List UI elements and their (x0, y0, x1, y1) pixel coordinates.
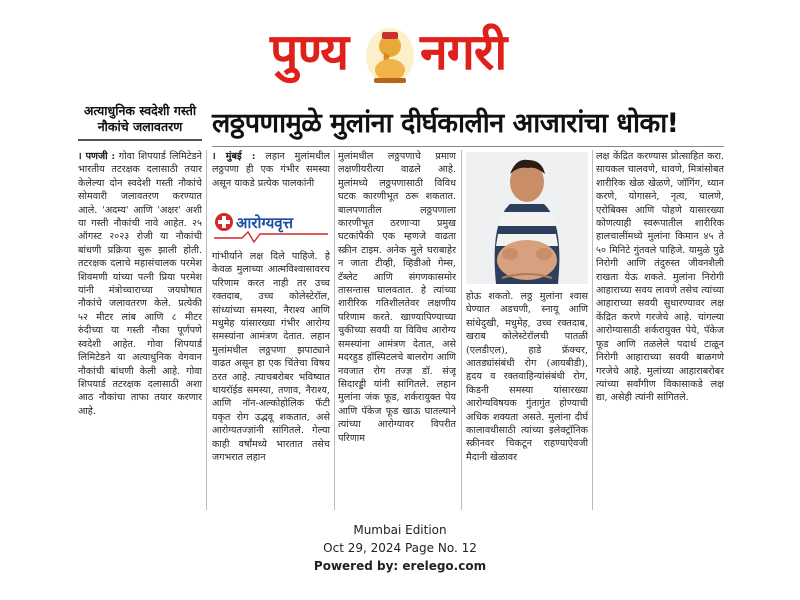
main-col2-text: मुलांमधील लठ्ठपणाचे प्रमाण लक्षणीयरीत्या वाढले आहे. मुलांमध्ये लठ्ठपणासाठी विविध घटक कारणीभूत ठरू शकतात. बालपणातील लठ्ठपणाला कारणीभूत ठरणाऱ्या प्रमुख घटकांपैकी एक म्हणजे वाढता स्क्रीन टाइम. अनेक मुले घराबाहेर न जाता टीव्ही, व्हिडीओ गेम्स, टॅब्लेट आणि संगणकासमोर तासन्तास घालवतात. हे त्यांच्या शारीरिक गतिशीलतेवर लक्षणीय परिणाम करते. खाण्यापिण्याच्या चुकीच्या सवयी या विविध आरोग्य समस्यांना आमंत्रण देतात, असे मदरहुड हॉस्पिटलचे बालरोग आणि नवजात रोग तज्ज्ञ डॉ. संजू सिदारड्डी यांनी सांगितले. लहान मुलांना जंक फूड, शर्करायुक्त पेय आणि पॅकेज फूड खाऊ घातल्याने त्यांच्या आरोग्यावर विपरीत परिणाम (338, 151, 456, 444)
side-story-body (78, 150, 202, 512)
masthead-title-right: नगरी (420, 23, 507, 81)
column-divider (461, 150, 462, 510)
ganesh-logo-icon (364, 26, 416, 86)
main-col3-text: होऊ शकतो. लठ्ठ मुलांना श्वास घेण्यात अडचणी, स्नायू आणि सांधेदुखी, मधुमेह, उच्च रक्तदाब, खराब कोलेस्टेरॉलची पातळी (एलडीएल), हाडे फ्रॅक्चर, आतड्यांसंबंधी रोग (आयबीडी), हृदय व रक्तवाहिन्यांसंबंधी रोग, किडनी समस्या यांसारख्या आरोग्यविषयक गुंतागुंत होण्याची अधिक शक्यता असते. मुलांना दीर्घ कालावधीसाठी त्यांच्या इलेक्ट्रॉनिक स्क्रीनवर चिकटून राहण्याऐवजी मैदानी खेळावर (466, 291, 588, 463)
main-story-column-2 (338, 150, 456, 512)
main-col1-bottom-text: गांभीर्याने लक्ष दिले पाहिजे. हे केवळ मुलाच्या आत्मविश्वासावरच परिणाम करत नाही तर उच्च रक्तदाब, उच्च कोलेस्टेरॉल, सांध्यांच्या समस्या, नैराश्य आणि मधुमेह यांसारख्या गंभीर आरोग्य समस्यांना आमंत्रण देतात. लहान मुलांमधील लठ्ठपणा झपाट्याने वाढत असून हा एक चिंतेचा विषय ठरत आहे. त्याचबरोबर भविष्यात थायरॉईड समस्या, तणाव, नैराश्य, आणि नॉन-अल्कोहोलिक फॅटी यकृत रोग उद्भवू शकतात, असे आरोग्यतज्ज्ञांनी सांगितले. गेल्या काही वर्षांमध्ये भारतात तसेच जगभरात लहान (212, 251, 330, 464)
side-body-text: गोवा शिपयार्ड लिमिटेडने भारतीय तटरक्षक दलासाठी तयार केलेल्या दोन स्वदेशी गस्ती नौकांचे सोमवारी जलावतरण करण्यात आले. 'अदम्य' आणि 'अक्षर' अशी या गस्ती नौकांची नावे आहेत. २५ ऑगस्ट २०२३ रोजी या नौकांची बांधणी प्रक्रिया सुरू झाली होती. तटरक्षक दलाचे महासंचालक परमेश शिवमणी यांच्या पत्नी प्रिया परमेश यांनी मंत्रोच्चाराच्या जयघोषात नौकांचे जलावतरण केले. प्रत्येकी ५२ मीटर लांब आणि ८ मीटर रुंदीच्या या गस्ती नौका पूर्णपणे स्वदेशी आहेत. गोवा शिपयार्ड लिमिटेडने या अत्याधुनिक वेगवान नौकांची बांधणी केली आहे. गोवा शिपयार्ड तटरक्षक दलासाठी अशा आठ नौकांचा ताफा तयार करणार आहे. (78, 151, 202, 417)
edition-label: Mumbai Edition (353, 523, 447, 537)
arogyavrutta-logo (212, 204, 330, 244)
main-story-column-1-bottom (212, 250, 330, 512)
logo-text: आरोग्यवृत्त (236, 214, 293, 232)
date-page-label: Oct 29, 2024 Page No. 12 (323, 541, 477, 555)
main-story-headline: लठ्ठपणामुळे मुलांना दीर्घकालीन आजारांचा धोका! (212, 108, 679, 139)
column-divider (206, 150, 207, 510)
main-story-column-3 (466, 290, 588, 512)
column-divider (592, 150, 593, 510)
main-col1-top-text: लहान मुलांमधील लठ्ठपणा ही एक गंभीर समस्या असून याकडे प्रत्येक पालकांनी (212, 151, 330, 189)
main-story-column-1-top (212, 150, 330, 198)
side-headline-rule (78, 139, 202, 141)
masthead-title-left: पुण्य (270, 23, 349, 81)
main-headline-rule (212, 146, 724, 147)
column-divider (334, 150, 335, 510)
main-col4-text: लक्ष केंद्रित करण्यास प्रोत्साहित करा. सायकल चालवणे, धावणे, मित्रांसोबत शारीरिक खेळ खेळणे, जॉगिंग, ध्यान करणे, योगासने, नृत्य, चालणे, एरोबिक्स आणि पोहणे यासारख्या कोणत्याही स्वरूपातील शारीरिक हालचालींमध्ये मुलांना किमान ४५ ते ५० मिनिटे गुंतवले पाहिजे. यामुळे पुढे निरोगी आणि तंदुरुस्त जीवनशैली राखता येऊ शकते. मुलांना निरोगी आहाराच्या सवय लावणे तसेच त्यांच्या आहाराच्या सवयी सुधारण्यावर लक्ष केंद्रित करणे गरजेचे आहे. चांगल्या आरोग्यासाठी शर्करायुक्त पेये, पॅकेज फूड आणि तळलेले पदार्थ टाळून निरोगी आहाराच्या सवयी बाळगणे गरजेचे आहे. मुलांच्या आहाराबरोबर त्यांच्या सर्वांगीण विकासाकडे लक्ष द्या, असेही त्यांनी सांगितले. (596, 151, 724, 404)
main-story-column-4 (596, 150, 724, 512)
masthead (0, 18, 800, 88)
page-footer (0, 521, 800, 575)
side-dateline: । पणजी : (78, 151, 116, 162)
side-story-headline: अत्याधुनिक स्वदेशी गस्ती नौकांचे जलावतरण (83, 103, 197, 134)
powered-by-link[interactable]: Powered by: erelego.com (313, 559, 487, 573)
obese-child-photo (466, 152, 588, 284)
main-dateline: । मुंबई : (212, 151, 256, 162)
